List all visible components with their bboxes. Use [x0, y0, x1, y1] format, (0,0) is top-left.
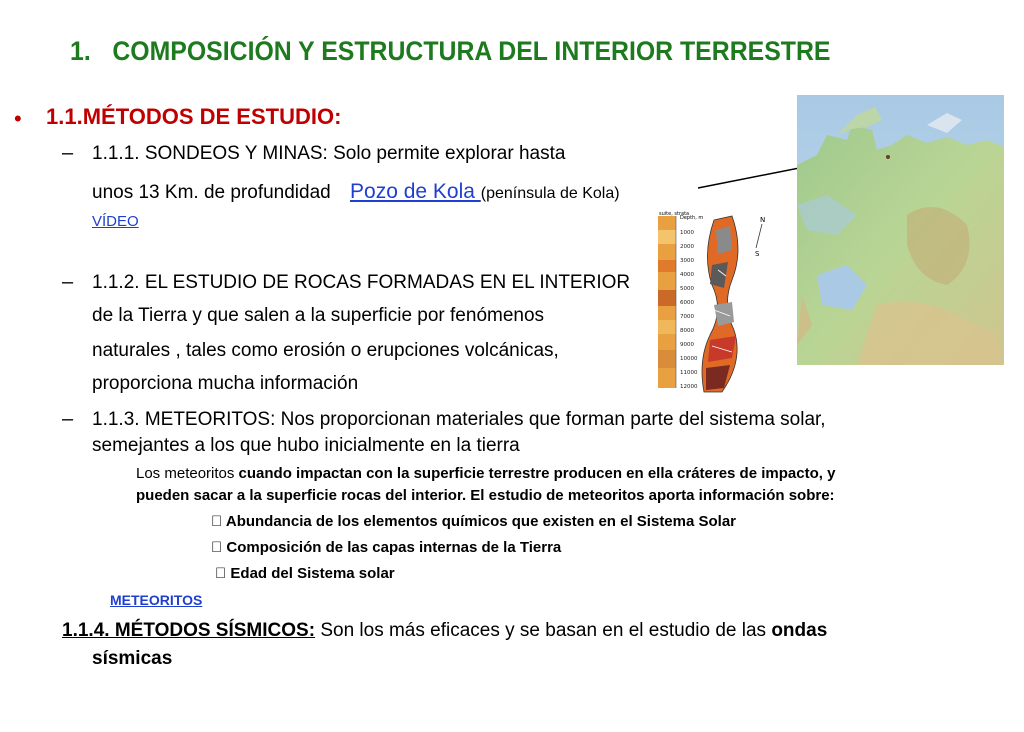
meteorite-bold-text: cuando impactan con la superficie terrestre producen en ella cráteres de impacto, y — [238, 465, 836, 482]
depth-label: 5000 — [680, 286, 694, 292]
depth-label: 1000 — [680, 230, 694, 236]
depth-label: 12000 — [680, 384, 698, 390]
depth-header: Depth, m — [680, 215, 704, 221]
depth-label: 7000 — [680, 314, 694, 320]
depth-label: 3000 — [680, 258, 694, 264]
item4-text: Son los más eficaces y se basan en el estudio de las — [315, 620, 772, 641]
kola-borehole-diagram — [652, 210, 780, 400]
pozo-de-kola-link[interactable]: Pozo de Kola — [350, 180, 481, 203]
item3-line1: 1.1.3. METEORITOS: Nos proporcionan materiales que forman parte del sistema solar, — [92, 409, 826, 430]
title-number: 1. — [70, 36, 91, 66]
meteorite-point:   Abundancia de los elementos químicos que existen en el Sistema Solar — [211, 513, 737, 530]
page-title — [70, 36, 830, 67]
dash-marker: – — [62, 271, 74, 293]
depth-label: 9000 — [680, 342, 694, 348]
depth-label: 4000 — [680, 272, 694, 278]
russia-relief-map — [797, 95, 1004, 365]
item4-bold-end: ondas — [771, 620, 828, 641]
meteorite-paragraph-line2: pueden sacar a la superficie rocas del interior. El estudio de meteoritos aporta información sobre: — [136, 487, 835, 504]
depth-label: 10000 — [680, 356, 698, 362]
bullet-icon: • — [14, 106, 22, 131]
item4-line2: sísmicas — [92, 648, 173, 669]
meteorite-point:   Composición de las capas internas de la Tierra — [211, 539, 562, 556]
depth-label: 8000 — [680, 328, 694, 334]
item4-line1 — [62, 620, 827, 642]
compass-south: S — [755, 250, 760, 258]
item2-line2: de la Tierra y que salen a la superficie por fenómenos — [92, 305, 545, 326]
dash-marker: – — [62, 142, 74, 164]
depth-label: 11000 — [680, 370, 698, 376]
item2-line1: 1.1.2. EL ESTUDIO DE ROCAS FORMADAS EN EL INTERIOR — [92, 272, 631, 293]
item2-line4: proporciona mucha información — [92, 373, 359, 394]
depth-label: 2000 — [680, 244, 694, 250]
section-heading: 1.1.MÉTODOS DE ESTUDIO: — [46, 104, 342, 129]
item1-line1: 1.1.1. SONDEOS Y MINAS: Solo permite explorar hasta — [92, 143, 566, 164]
meteorite-point:   Edad del Sistema solar — [215, 565, 395, 582]
item2-line3: naturales , tales como erosión o erupciones volcánicas, — [92, 340, 559, 361]
title-text: COMPOSICIÓN Y ESTRUCTURA DEL INTERIOR TERRESTRE — [112, 36, 831, 66]
item1-line2-prefix: unos 13 Km. de profundidad — [92, 182, 331, 203]
item1-line2-suffix: (península de Kola) — [480, 185, 620, 202]
meteorite-intro: Los meteoritos — [136, 465, 239, 482]
dash-marker: – — [62, 408, 74, 430]
compass-north: N — [760, 216, 766, 224]
item4-heading: 1.1.4. MÉTODOS SÍSMICOS: — [62, 620, 316, 641]
item3-line2: semejantes a los que hubo inicialmente en la tierra — [92, 435, 520, 456]
meteoritos-link[interactable]: METEORITOS — [110, 592, 203, 608]
meteorite-paragraph-line1 — [136, 465, 835, 482]
depth-label: 6000 — [680, 300, 694, 306]
strata-header: suite, strata — [659, 211, 690, 217]
item1-line2 — [92, 180, 620, 204]
video-link[interactable]: VÍDEO — [92, 213, 139, 230]
